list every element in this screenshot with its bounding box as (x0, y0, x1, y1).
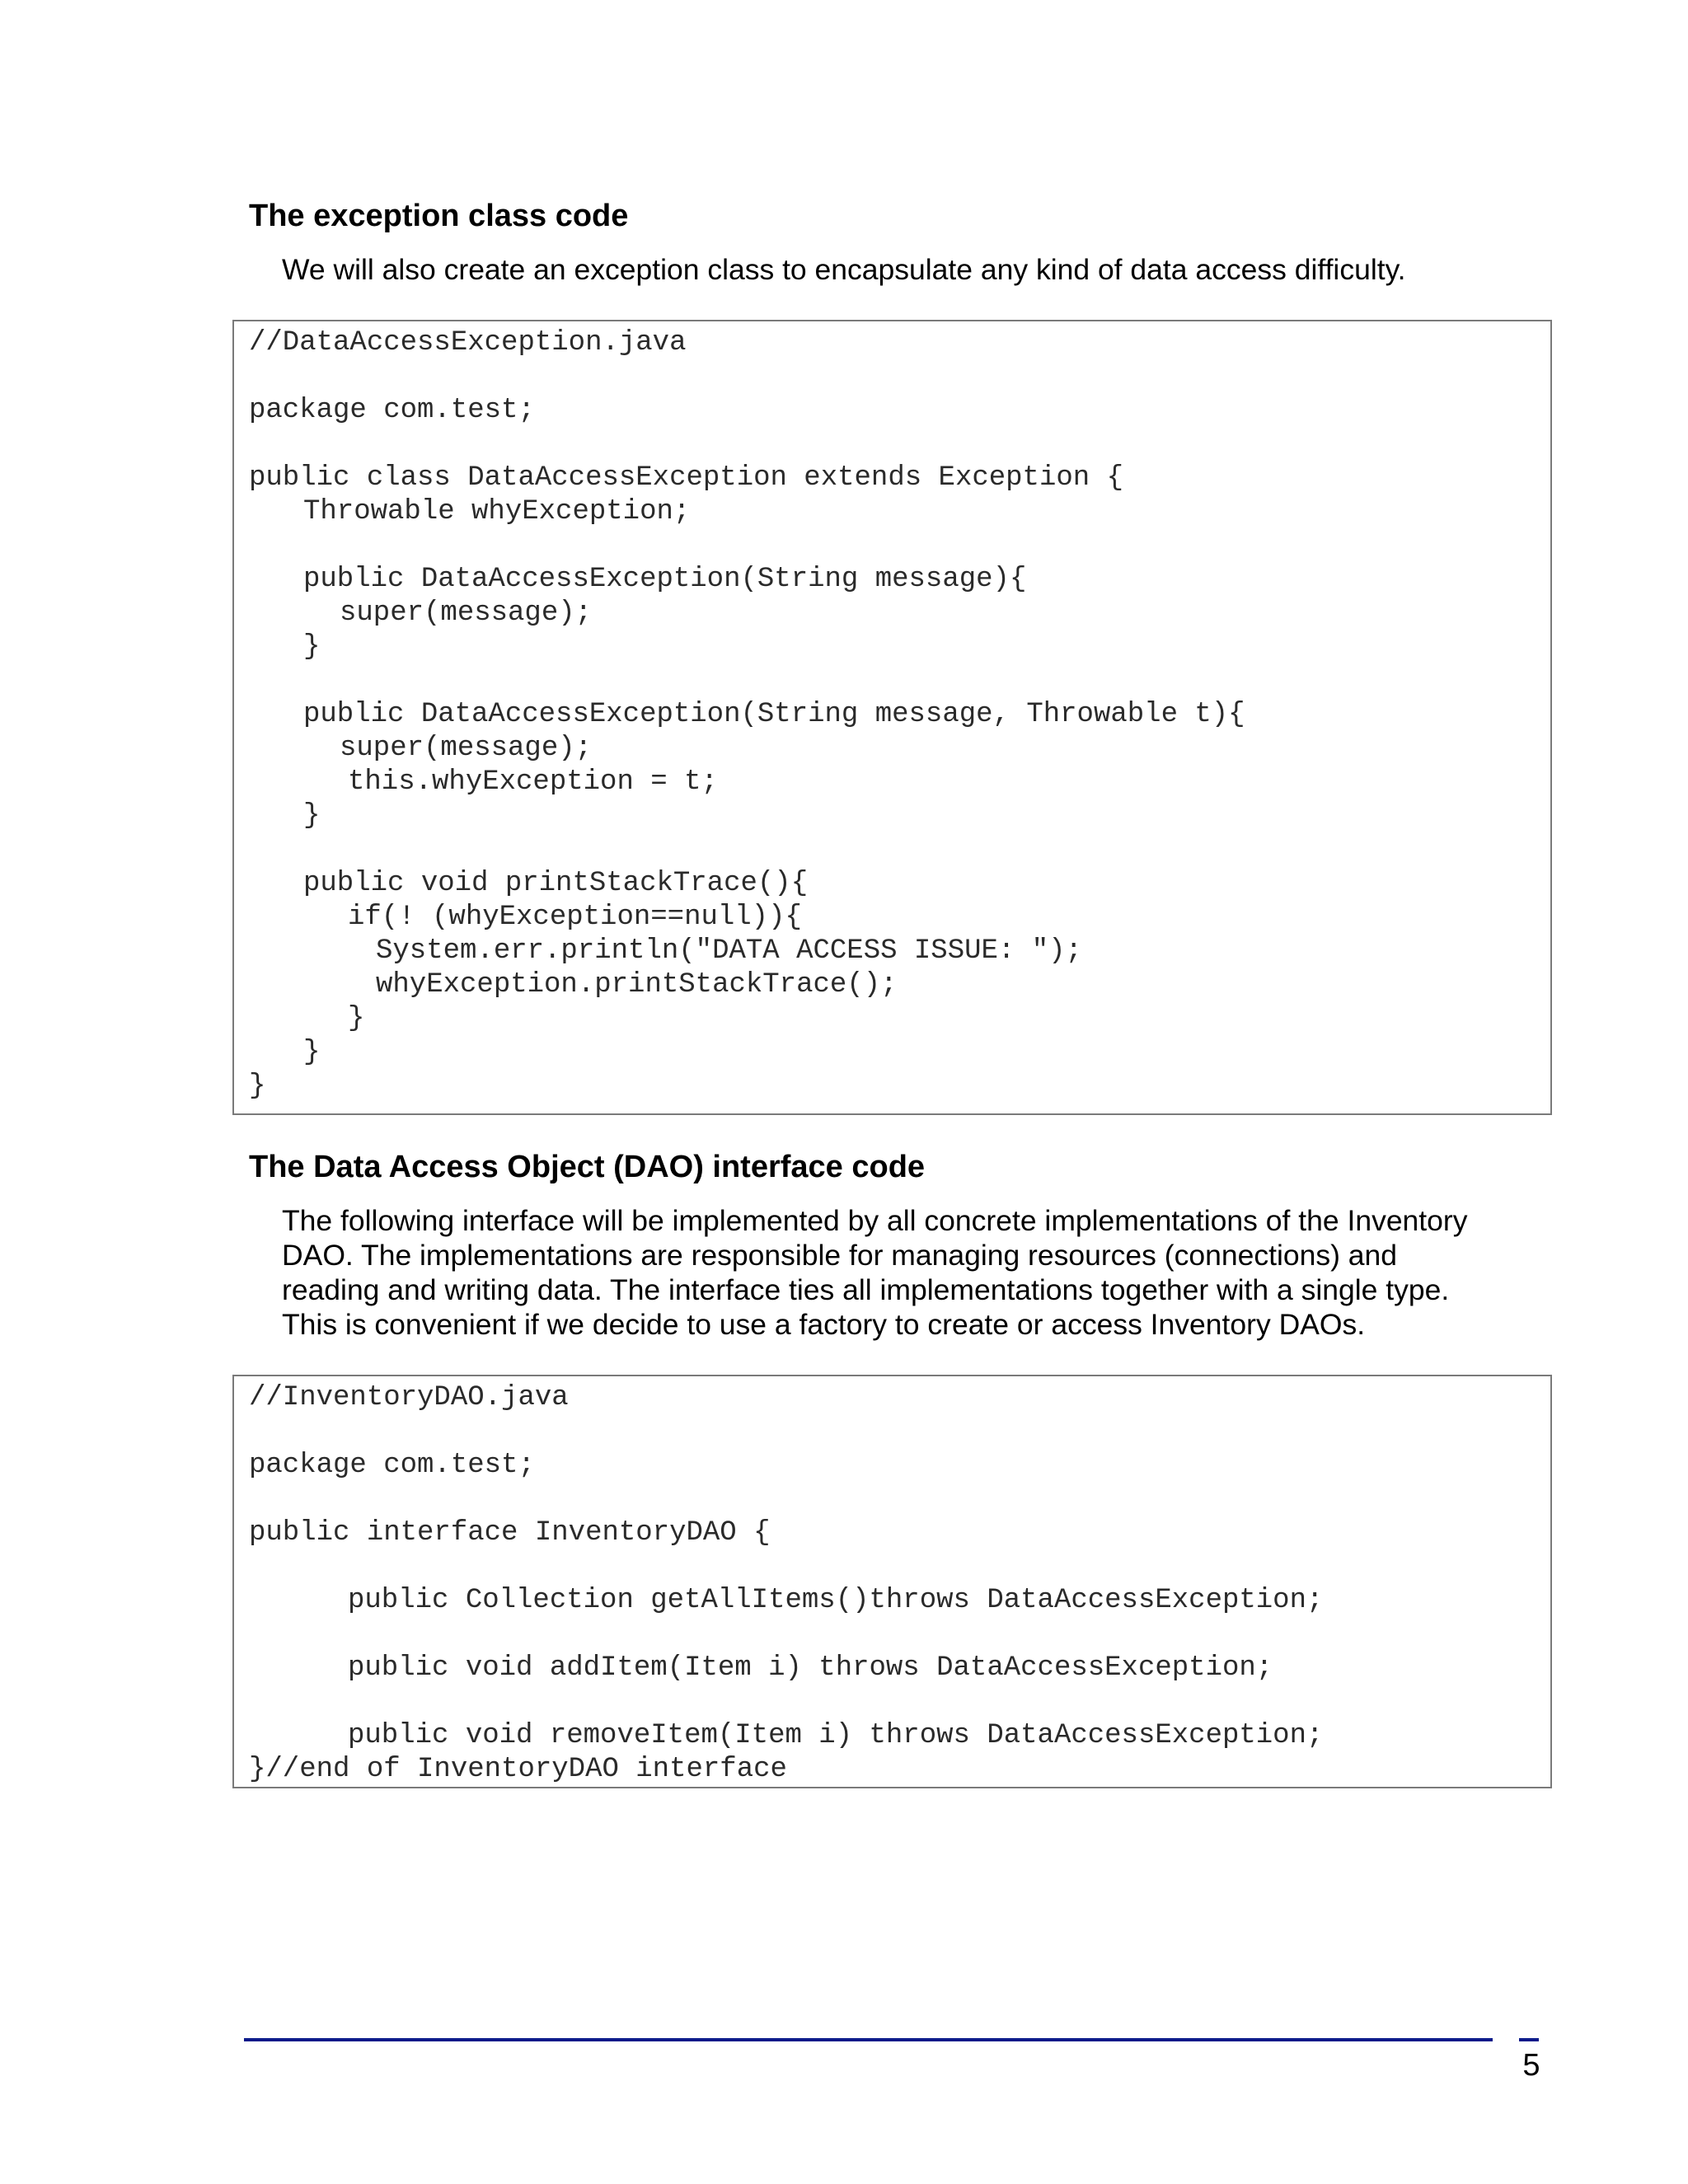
code-block-data-access-exception (232, 320, 1552, 1115)
code-line: package com.test; (249, 1450, 535, 1481)
code-line: } (249, 1071, 266, 1102)
code-line: //DataAccessException.java (249, 327, 687, 359)
code-line: public class DataAccessException extends Exception { (249, 462, 1123, 494)
paragraph-line: reading and writing data. The interface ties all implementations together with a single type. (282, 1273, 1450, 1306)
code-line: } (303, 1037, 321, 1068)
code-line: } (303, 631, 321, 663)
code-line: public interface InventoryDAO { (249, 1517, 771, 1549)
section-heading-exception-class: The exception class code (249, 199, 629, 233)
code-line: //InventoryDAO.java (249, 1382, 569, 1413)
paragraph-line: This is convenient if we decide to use a factory to create or access Inventory DAOs. (282, 1308, 1366, 1341)
footer-rule (244, 2038, 1493, 2041)
code-line: public void removeItem(Item i) throws DataAccessException; (348, 1720, 1324, 1751)
page-number: 5 (1522, 2048, 1540, 2083)
code-line: if(! (whyException==null)){ (348, 902, 802, 933)
section-paragraph-exception-class (282, 252, 1568, 287)
code-line: super(message); (340, 598, 593, 629)
section-heading-dao-interface: The Data Access Object (DAO) interface code (249, 1150, 926, 1184)
code-line: }//end of InventoryDAO interface (249, 1754, 787, 1785)
section-paragraph-dao-interface (282, 1203, 1568, 1342)
code-line: super(message); (340, 733, 593, 764)
code-line: whyException.printStackTrace(); (376, 969, 898, 1001)
code-block-inventory-dao (232, 1375, 1552, 1788)
code-line: public void printStackTrace(){ (303, 868, 809, 899)
paragraph-line: We will also create an exception class to encapsulate any kind of data access difficulty. (282, 253, 1406, 286)
code-line: public void addItem(Item i) throws DataAccessException; (348, 1652, 1273, 1684)
footer-rule-tick (1519, 2038, 1539, 2041)
code-line: public Collection getAllItems()throws DataAccessException; (348, 1585, 1324, 1616)
code-line: public DataAccessException(String message, Throwable t){ (303, 699, 1245, 730)
paragraph-line: DAO. The implementations are responsible for managing resources (connections) and (282, 1239, 1397, 1272)
code-line: System.err.println("DATA ACCESS ISSUE: "); (376, 935, 1082, 967)
code-line: public DataAccessException(String message){ (303, 564, 1027, 595)
code-line: } (348, 1003, 365, 1034)
paragraph-line: The following interface will be implemented by all concrete implementations of the Inventory (282, 1204, 1468, 1237)
code-line: this.whyException = t; (348, 766, 718, 798)
code-line: package com.test; (249, 395, 535, 426)
code-line: } (303, 800, 321, 832)
code-line: Throwable whyException; (303, 496, 691, 527)
